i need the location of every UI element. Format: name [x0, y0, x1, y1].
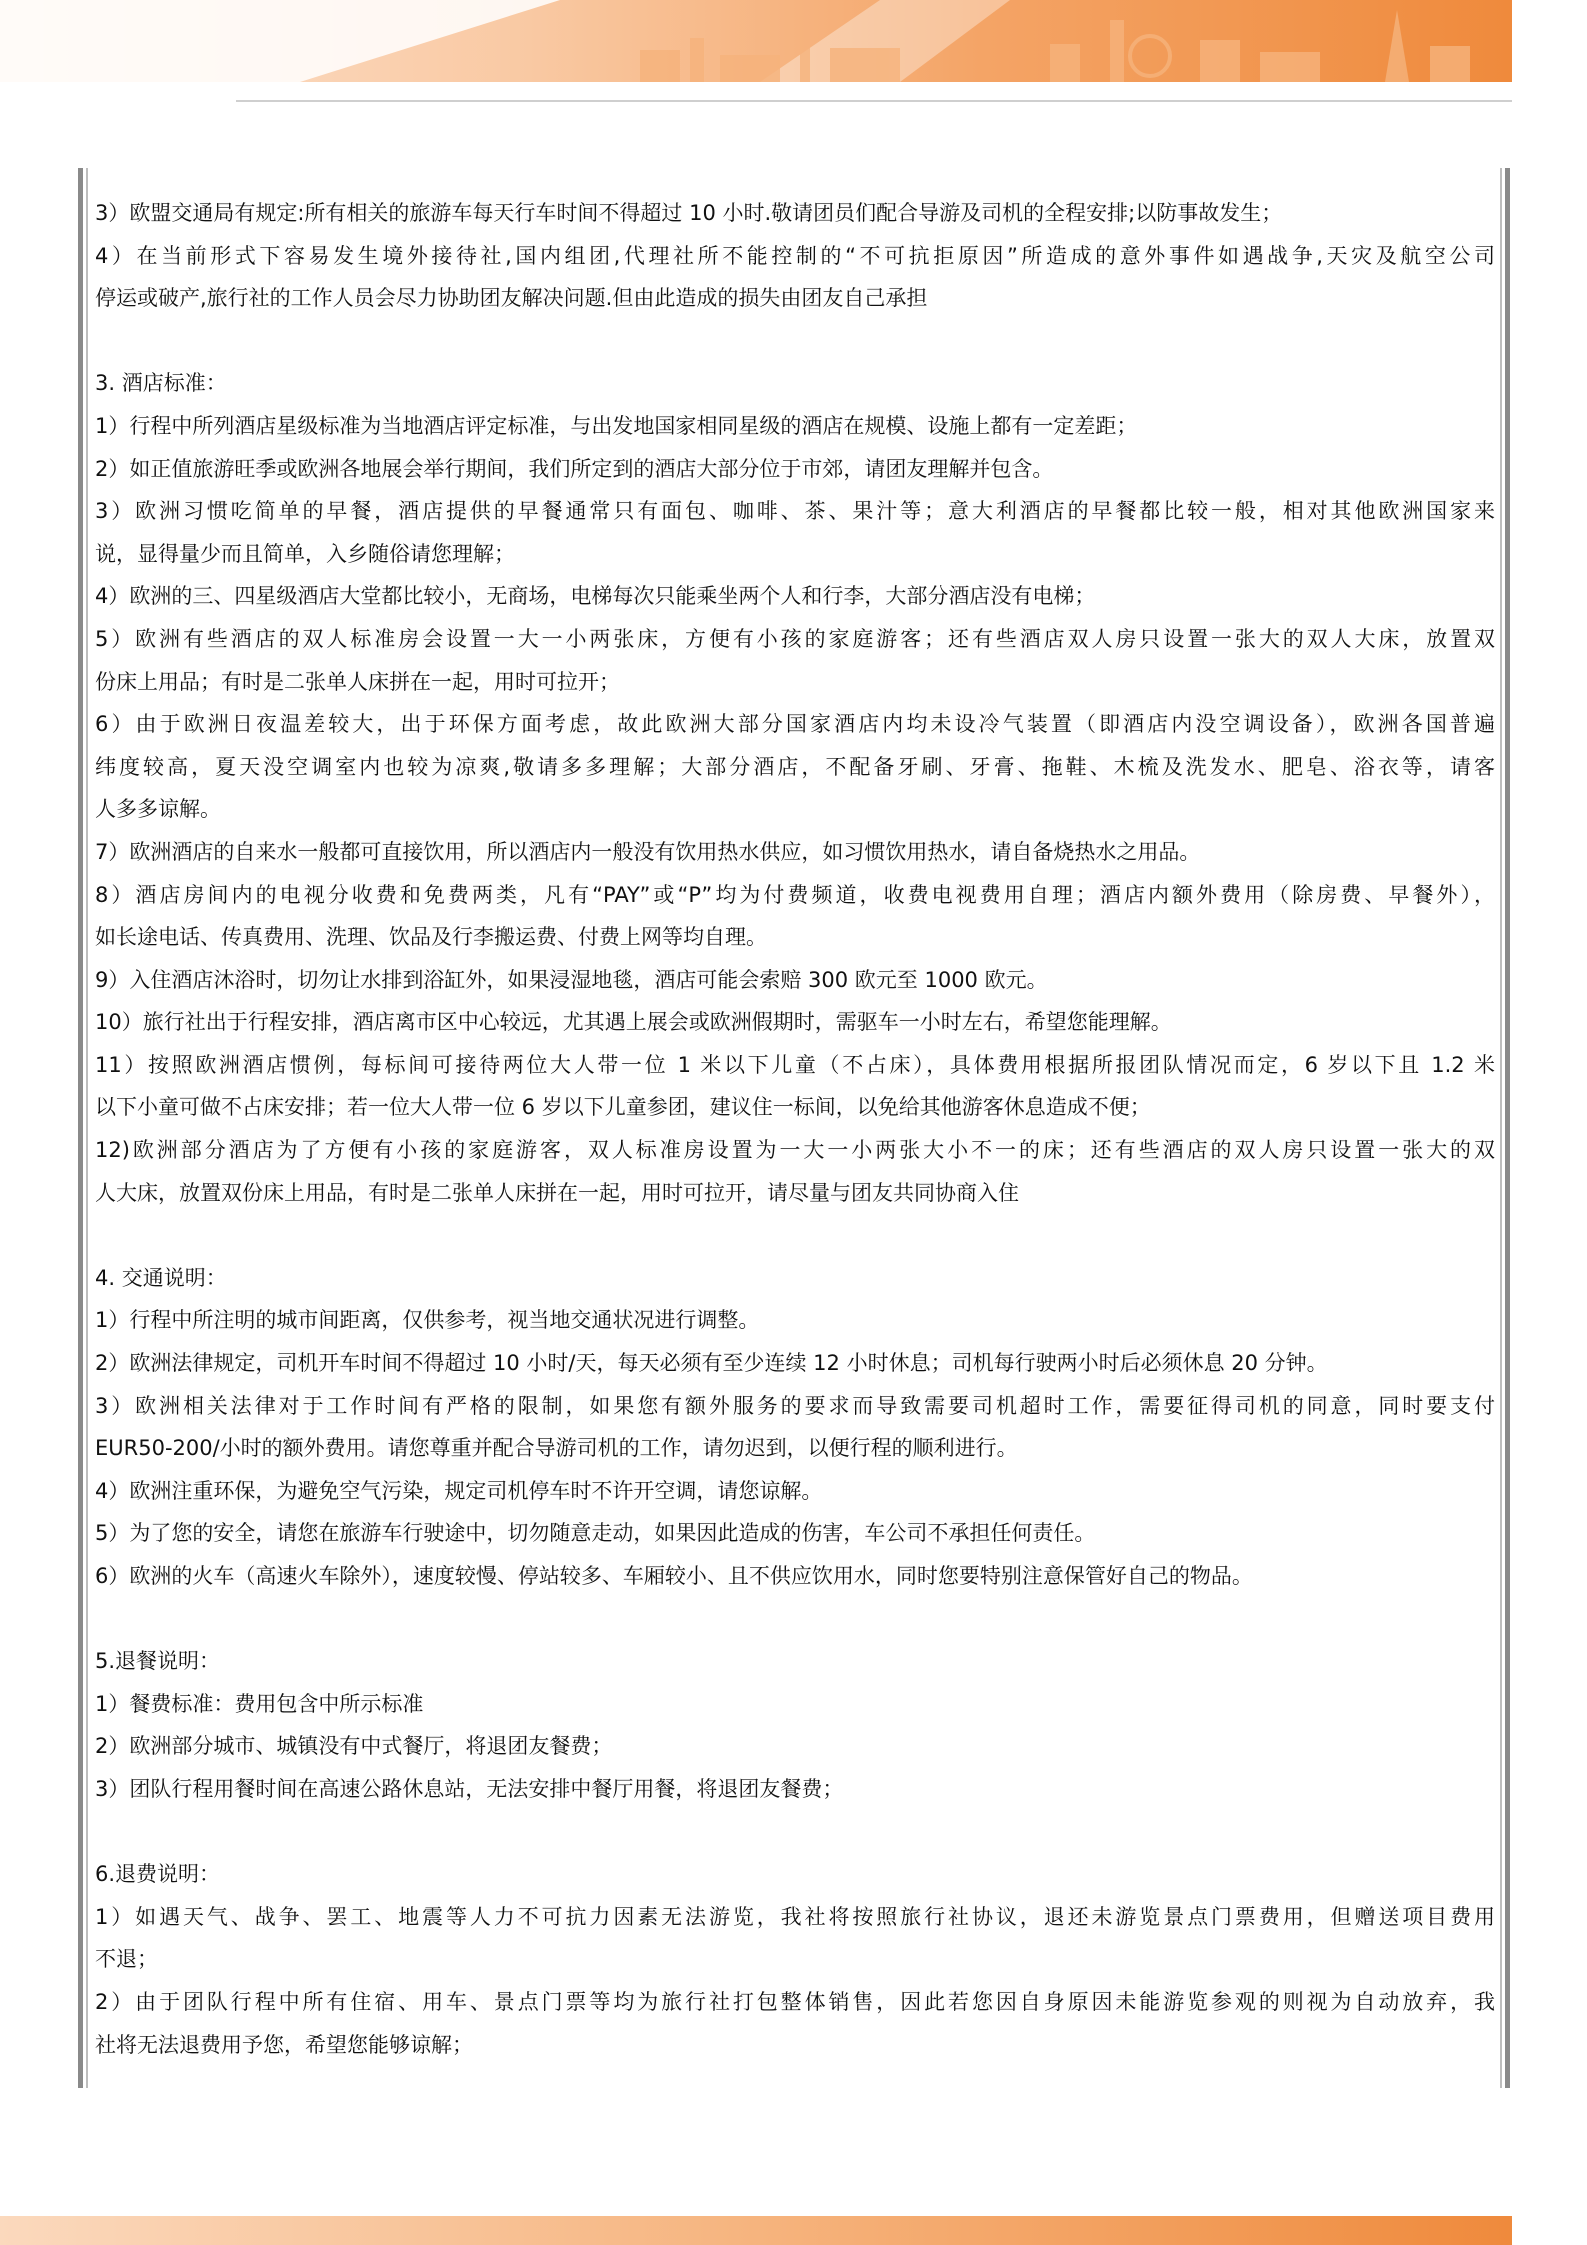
paragraph-line: 4）欧洲的三、四星级酒店大堂都比较小，无商场，电梯每次只能乘坐两个人和行李，大部分酒店没有电梯；	[95, 584, 1096, 609]
paragraph-line: 3）欧洲习惯吃简单的早餐，酒店提供的早餐通常只有面包、咖啡、茶、果汁等；意大利酒店的早餐都比较一般，相对其他欧洲国家来	[95, 499, 1495, 524]
paragraph-line: 停运或破产,旅行社的工作人员会尽力协助团友解决问题.但由此造成的损失由团友自己承担	[95, 286, 928, 311]
paragraph-line: 人大床，放置双份床上用品，有时是二张单人床拼在一起，用时可拉开，请尽量与团友共同协商入住	[95, 1180, 1019, 1205]
paragraph-line: 5）欧洲有些酒店的双人标准房会设置一大一小两张床，方便有小孩的家庭游客；还有些酒店双人房只设置一张大的双人大床，放置双	[95, 626, 1495, 651]
spacer	[95, 1811, 1495, 1854]
paragraph-line: 3）欧洲相关法律对于工作时间有严格的限制，如果您有额外服务的要求而导致需要司机超时工作，需要征得司机的同意，同时要支付	[95, 1393, 1495, 1418]
paragraph-line: 3）欧盟交通局有规定:所有相关的旅游车每天行车时间不得超过 10 小时.敬请团员们配合导游及司机的全程安排;以防事故发生；	[95, 201, 1283, 225]
paragraph-line: 如长途电话、传真费用、洗理、饮品及行李搬运费、付费上网等均自理。	[95, 925, 767, 950]
document-body	[95, 192, 1495, 2066]
paragraph-line: 社将无法退费用予您，希望您能够谅解；	[95, 2032, 473, 2057]
paragraph-line: 9）入住酒店沐浴时，切勿让水排到浴缸外，如果浸湿地毯，酒店可能会索赔 300 欧元至 1000 欧元。	[95, 967, 1048, 992]
paragraph-line: 6）由于欧洲日夜温差较大，出于环保方面考虑，故此欧洲大部分国家酒店内均未设冷气装置（即酒店内没空调设备），欧洲各国普遍	[95, 712, 1495, 737]
paragraph-line: 7）欧洲酒店的自来水一般都可直接饮用，所以酒店内一般没有饮用热水供应，如习惯饮用热水，请自备烧热水之用品。	[95, 839, 1201, 864]
header-divider	[236, 100, 1512, 102]
paragraph-line: 2）由于团队行程中所有住宿、用车、景点门票等均为旅行社打包整体销售，因此若您因自身原因未能游览参观的则视为自动放弃，我	[95, 1989, 1495, 2014]
paragraph-line: 8）酒店房间内的电视分收费和免费两类，凡有“PAY”或“P”均为付费频道，收费电视费用自理；酒店内额外费用（除房费、早餐外），	[95, 882, 1495, 907]
header-decoration	[0, 0, 1512, 82]
paragraph-line: 1）餐费标准：费用包含中所示标准	[95, 1691, 424, 1716]
paragraph-line: 11）按照欧洲酒店惯例，每标间可接待两位大人带一位 1 米以下儿童（不占床），具体费用根据所报团队情况而定，6 岁以下且 1.2 米	[95, 1052, 1495, 1077]
paragraph-line: 10）旅行社出于行程安排，酒店离市区中心较远，尤其遇上展会或欧洲假期时，需驱车一小时左右，希望您能理解。	[95, 1010, 1172, 1035]
section-title-meal: 5.退餐说明：	[95, 1649, 221, 1674]
paragraph-line: 2）欧洲部分城市、城镇没有中式餐厅，将退团友餐费；	[95, 1734, 613, 1759]
spacer	[95, 1214, 1495, 1257]
paragraph-line: 1）行程中所注明的城市间距离，仅供参考，视当地交通状况进行调整。	[95, 1308, 760, 1333]
paragraph-line: 4）欧洲注重环保，为避免空气污染，规定司机停车时不许开空调，请您谅解。	[95, 1478, 823, 1503]
paragraph-line: 不退；	[95, 1947, 158, 1972]
paragraph-line: 6）欧洲的火车（高速火车除外），速度较慢、停站较多、车厢较小、且不供应饮用水，同时您要特别注意保管好自己的物品。	[95, 1564, 1253, 1588]
paragraph-line: 4）在当前形式下容易发生境外接待社,国内组团,代理社所不能控制的“不可抗拒原因”所造成的意外事件如遇战争,天灾及航空公司	[95, 243, 1495, 268]
paragraph-line: 2）欧洲法律规定，司机开车时间不得超过 10 小时/天，每天必须有至少连续 12 小时休息；司机每行驶两小时后必须休息 20 分钟。	[95, 1351, 1328, 1376]
spacer	[95, 320, 1495, 363]
section-title-hotel: 3. 酒店标准：	[95, 371, 227, 396]
paragraph-line: 说，显得量少而且简单，入乡随俗请您理解；	[95, 541, 515, 566]
paragraph-line: 1）行程中所列酒店星级标准为当地酒店评定标准，与出发地国家相同星级的酒店在规模、设施上都有一定差距；	[95, 413, 1138, 438]
paragraph-line: 以下小童可做不占床安排；若一位大人带一位 6 岁以下儿童参团，建议住一标间，以免给其他游客休息造成不便；	[95, 1095, 1151, 1120]
paragraph-line: 1）如遇天气、战争、罢工、地震等人力不可抗力因素无法游览，我社将按照旅行社协议，退还未游览景点门票费用，但赠送项目费用	[95, 1904, 1495, 1929]
section-title-refund: 6.退费说明：	[95, 1862, 221, 1887]
skyline-silhouette-icon	[640, 10, 1470, 82]
footer-banner	[0, 2216, 1512, 2245]
paragraph-line: 纬度较高，夏天没空调室内也较为凉爽,敬请多多理解；大部分酒店，不配备牙刷、牙膏、拖鞋、木梳及洗发水、肥皂、浴衣等，请客	[95, 754, 1495, 779]
spacer	[95, 1598, 1495, 1641]
paragraph-line: 12)欧洲部分酒店为了方便有小孩的家庭游客，双人标准房设置为一大一小两张大小不一的床；还有些酒店的双人房只设置一张大的双	[95, 1138, 1495, 1163]
paragraph-line: 3）团队行程用餐时间在高速公路休息站，无法安排中餐厅用餐，将退团友餐费；	[95, 1776, 844, 1801]
paragraph-line: EUR50-200/小时的额外费用。请您尊重并配合导游司机的工作，请勿迟到，以便行程的顺利进行。	[95, 1436, 1018, 1461]
paragraph-line: 5）为了您的安全，请您在旅游车行驶途中，切勿随意走动，如果因此造成的伤害，车公司不承担任何责任。	[95, 1521, 1096, 1546]
paragraph-line: 2）如正值旅游旺季或欧洲各地展会举行期间，我们所定到的酒店大部分位于市郊，请团友理解并包含。	[95, 456, 1054, 481]
paragraph-line: 份床上用品；有时是二张单人床拼在一起，用时可拉开；	[95, 669, 620, 694]
paragraph-line: 人多多谅解。	[95, 797, 221, 822]
section-title-traffic: 4. 交通说明：	[95, 1265, 227, 1290]
